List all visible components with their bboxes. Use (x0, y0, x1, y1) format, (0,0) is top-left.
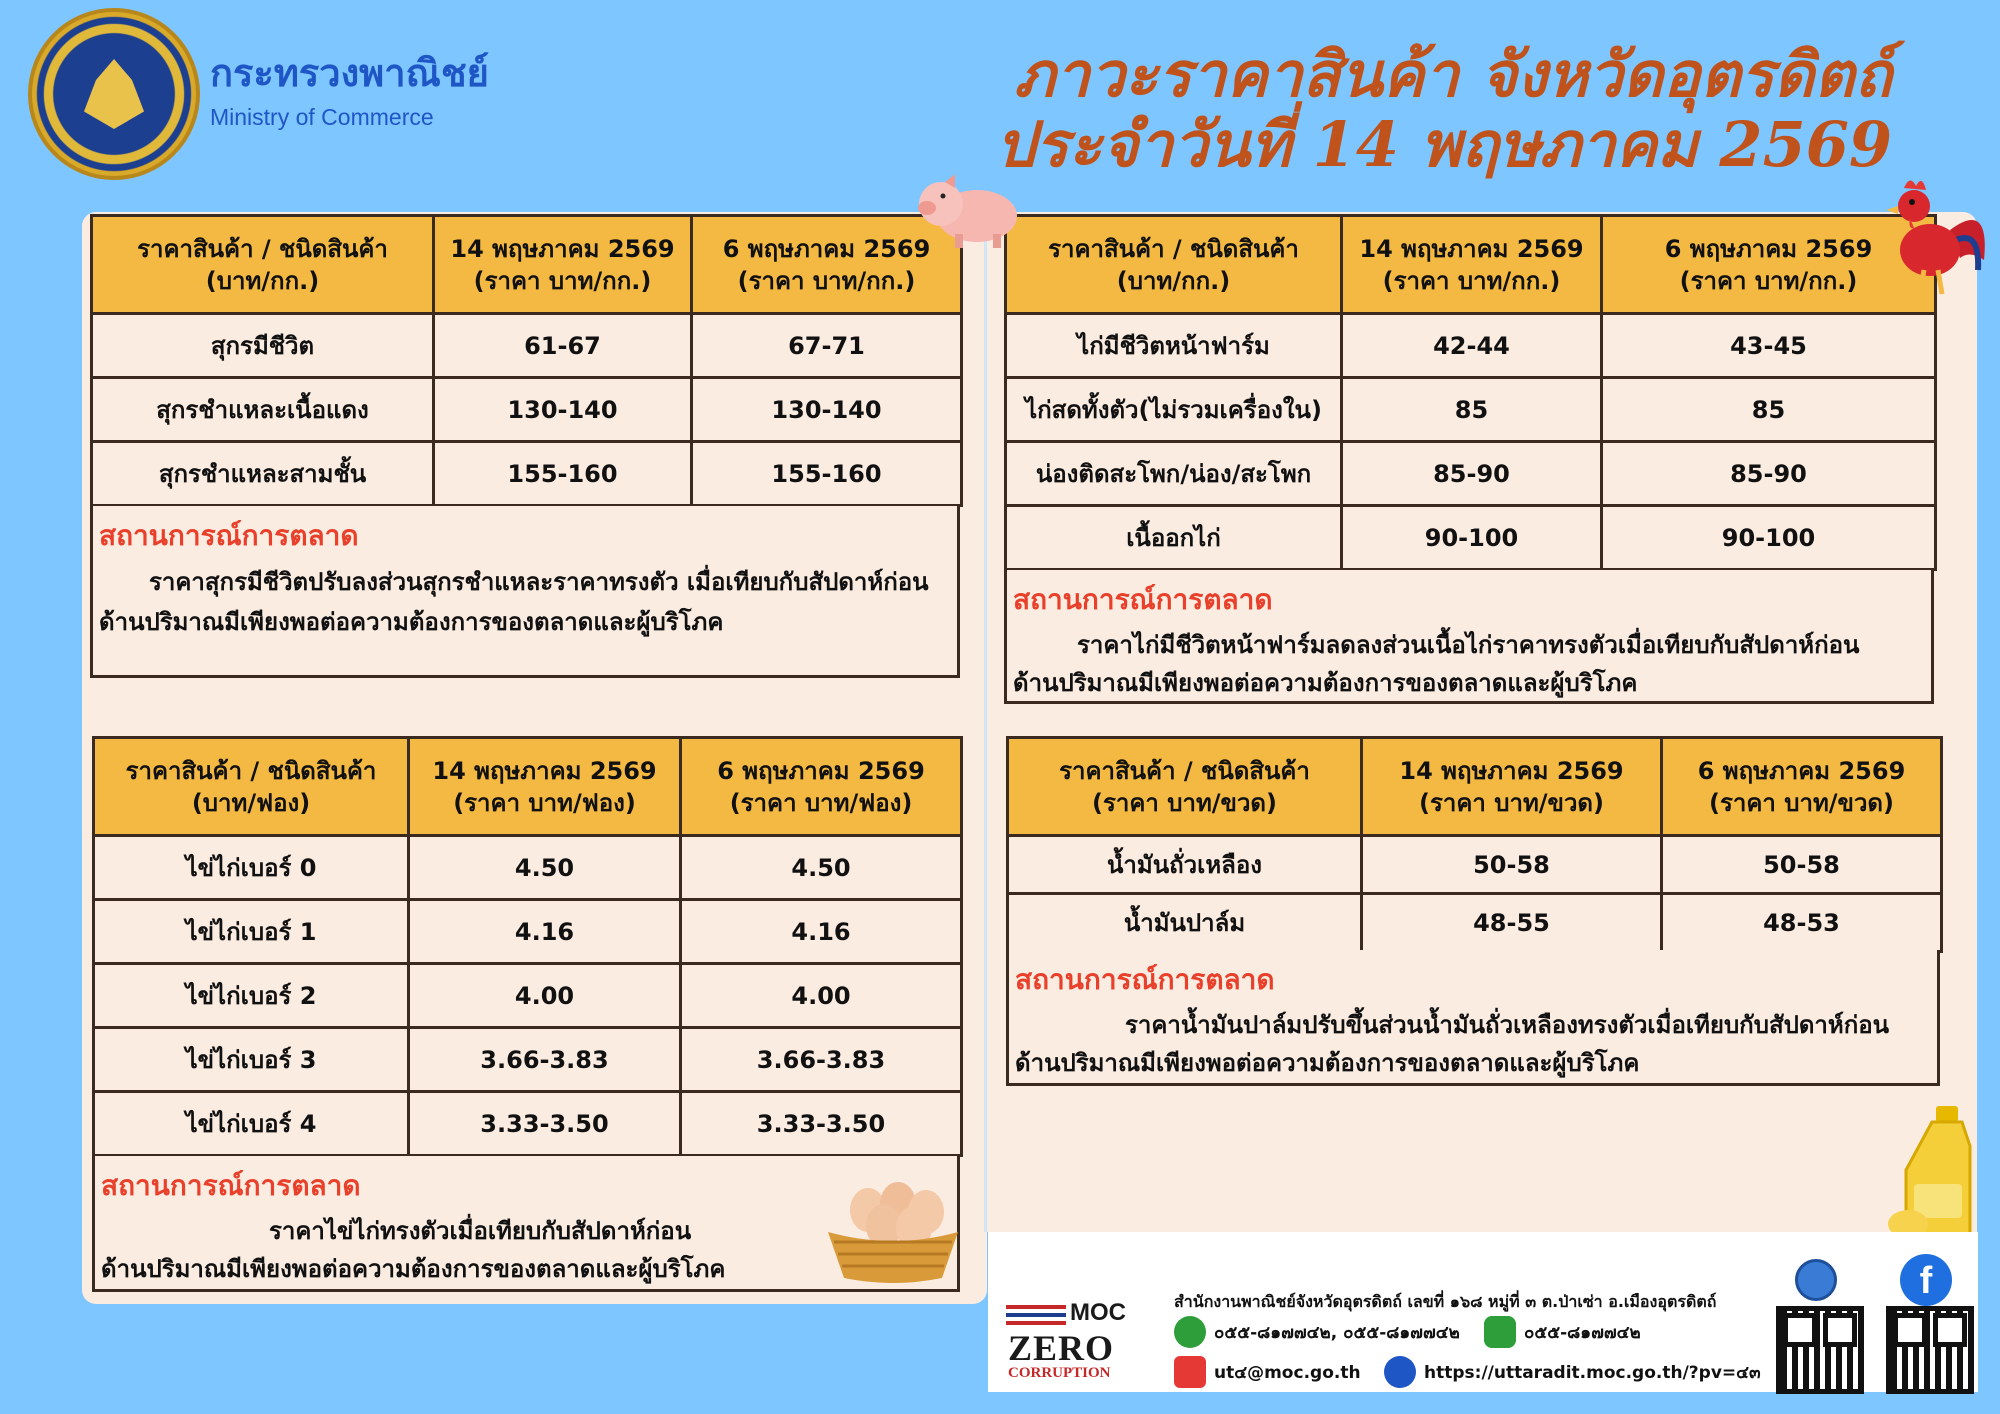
email-address[interactable]: ut๔@moc.go.th (1214, 1362, 1361, 1383)
egg-header-item: ราคาสินค้า / ชนิดสินค้า (บาท/ฟอง) (94, 738, 409, 836)
table-row (94, 900, 962, 964)
price-current: 90-100 (1342, 506, 1602, 570)
website-contact (1384, 1356, 1761, 1388)
situation-text-line-2: ด้านปริมาณมีเพียงพอต่อความต้องการของตลาดและผู้บริโภค (99, 608, 724, 636)
price-previous: 85-90 (1602, 442, 1936, 506)
table-row (94, 964, 962, 1028)
price-previous: 50-58 (1662, 836, 1942, 894)
ministry-seal-logo (28, 8, 200, 180)
table-row (92, 378, 962, 442)
situation-title: สถานการณ์การตลาด (99, 519, 359, 552)
oil-market-situation (1006, 950, 1940, 1086)
email-contact (1174, 1356, 1361, 1388)
fax-icon (1484, 1316, 1516, 1348)
price-current: 4.00 (409, 964, 681, 1028)
egg-price-table (92, 736, 963, 1157)
cooking-oil-price-table (1006, 736, 1943, 953)
moc-zero-corruption-logo (1000, 1293, 1155, 1388)
chicken-market-situation (1004, 570, 1934, 704)
item-name: สุกรชำแหละเนื้อแดง (92, 378, 434, 442)
egg-basket-illustration (818, 1170, 968, 1285)
situation-text-line-2: ด้านปริมาณมีเพียงพอต่อความต้องการของตลาดและผู้บริโภค (1015, 1049, 1640, 1077)
facebook-qr-code (1886, 1306, 1974, 1394)
price-previous: 90-100 (1602, 506, 1936, 570)
facebook-icon[interactable]: f (1900, 1254, 1952, 1306)
item-name: น้ำมันปาล์ม (1008, 894, 1362, 952)
situation-text-line-1: ราคาไก่มีชีวิตหน้าฟาร์มลดลงส่วนเนื้อไก่ราคาทรงตัวเมื่อเทียบกับสัปดาห์ก่อน (1077, 631, 1860, 659)
table-row (94, 1092, 962, 1156)
pork-header-previous: 6 พฤษภาคม 2569 (ราคา บาท/กก.) (692, 216, 962, 314)
item-name: น่องติดสะโพก/น่อง/สะโพก (1006, 442, 1342, 506)
egg-header-current: 14 พฤษภาคม 2569 (ราคา บาท/ฟอง) (409, 738, 681, 836)
price-current: 50-58 (1362, 836, 1662, 894)
table-row (94, 836, 962, 900)
corruption-label: CORRUPTION (1008, 1365, 1111, 1381)
oil-header-previous: 6 พฤษภาคม 2569 (ราคา บาท/ขวด) (1662, 738, 1942, 836)
price-previous: 130-140 (692, 378, 962, 442)
table-row (1006, 378, 1936, 442)
situation-title: สถานการณ์การตลาด (1015, 963, 1275, 996)
moc-label: MOC (1070, 1299, 1126, 1326)
price-current: 4.16 (409, 900, 681, 964)
price-previous: 3.33-3.50 (681, 1092, 962, 1156)
table-row (94, 1028, 962, 1092)
ministry-name-english: Ministry of Commerce (210, 104, 434, 130)
situation-text-line-2: ด้านปริมาณมีเพียงพอต่อความต้องการของตลาดและผู้บริโภค (101, 1255, 726, 1283)
price-current: 42-44 (1342, 314, 1602, 378)
item-name: น้ำมันถั่วเหลือง (1008, 836, 1362, 894)
website-qr-code (1776, 1306, 1864, 1394)
table-row (92, 442, 962, 506)
price-previous: 43-45 (1602, 314, 1936, 378)
ministry-name-thai: กระทรวงพาณิชย์ (210, 53, 489, 95)
price-current: 155-160 (434, 442, 692, 506)
rooster-illustration (1880, 170, 1990, 300)
price-previous: 155-160 (692, 442, 962, 506)
oil-bottle-illustration (1878, 1100, 1988, 1250)
table-row (1006, 442, 1936, 506)
table-row (1008, 836, 1942, 894)
situation-title: สถานการณ์การตลาด (101, 1169, 361, 1202)
chicken-price-table (1004, 214, 1937, 571)
price-current: 3.66-3.83 (409, 1028, 681, 1092)
price-previous: 4.00 (681, 964, 962, 1028)
chicken-header-item: ราคาสินค้า / ชนิดสินค้า (บาท/กก.) (1006, 216, 1342, 314)
item-name: ไข่ไก่เบอร์ 4 (94, 1092, 409, 1156)
item-name: สุกรชำแหละสามชั้น (92, 442, 434, 506)
phone-number: ๐๕๕-๘๑๗๗๔๒, ๐๕๕-๘๑๗๗๔๒ (1214, 1322, 1460, 1343)
panel-divider (984, 212, 987, 1232)
situation-text-line-2: ด้านปริมาณมีเพียงพอต่อความต้องการของตลาดและผู้บริโภค (1013, 669, 1638, 697)
table-row (92, 314, 962, 378)
price-current: 4.50 (409, 836, 681, 900)
price-previous: 4.16 (681, 900, 962, 964)
price-current: 85 (1342, 378, 1602, 442)
price-previous: 67-71 (692, 314, 962, 378)
pork-market-situation (90, 506, 960, 678)
item-name: ไข่ไก่เบอร์ 2 (94, 964, 409, 1028)
price-previous: 48-53 (1662, 894, 1942, 952)
item-name: ไข่ไก่เบอร์ 3 (94, 1028, 409, 1092)
table-row (1008, 894, 1942, 952)
fax-contact (1484, 1316, 1641, 1348)
pig-illustration (915, 172, 1023, 252)
title-line-1: ภาวะราคาสินค้า จังหวัดอุตรดิตถ์ (1014, 38, 1892, 111)
globe-icon (1384, 1356, 1416, 1388)
chicken-header-current: 14 พฤษภาคม 2569 (ราคา บาท/กก.) (1342, 216, 1602, 314)
table-row (1006, 314, 1936, 378)
title-line-2: ประจำวันที่ 14 พฤษภาคม 2569 (995, 108, 1892, 181)
situation-text-line-1: ราคาสุกรมีชีวิตปรับลงส่วนสุกรชำแหละราคาทรงตัว เมื่อเทียบกับสัปดาห์ก่อน (149, 568, 929, 596)
price-previous: 3.66-3.83 (681, 1028, 962, 1092)
pork-header-item: ราคาสินค้า / ชนิดสินค้า (บาท/กก.) (92, 216, 434, 314)
zero-label: ZERO (1008, 1328, 1115, 1368)
oil-header-current: 14 พฤษภาคม 2569 (ราคา บาท/ขวด) (1362, 738, 1662, 836)
price-previous: 85 (1602, 378, 1936, 442)
phone-icon (1174, 1316, 1206, 1348)
situation-text-line-1: ราคาไข่ไก่ทรงตัวเมื่อเทียบกับสัปดาห์ก่อน (269, 1217, 692, 1245)
egg-header-previous: 6 พฤษภาคม 2569 (ราคา บาท/ฟอง) (681, 738, 962, 836)
item-name: สุกรมีชีวิต (92, 314, 434, 378)
price-current: 61-67 (434, 314, 692, 378)
table-row (1006, 506, 1936, 570)
item-name: ไก่สดทั้งตัว(ไม่รวมเครื่องใน) (1006, 378, 1342, 442)
item-name: เนื้ออกไก่ (1006, 506, 1342, 570)
item-name: ไข่ไก่เบอร์ 0 (94, 836, 409, 900)
situation-title: สถานการณ์การตลาด (1013, 583, 1273, 616)
item-name: ไข่ไก่เบอร์ 1 (94, 900, 409, 964)
price-current: 130-140 (434, 378, 692, 442)
price-current: 85-90 (1342, 442, 1602, 506)
item-name: ไก่มีชีวิตหน้าฟาร์ม (1006, 314, 1342, 378)
pork-price-table (90, 214, 963, 507)
oil-header-item: ราคาสินค้า / ชนิดสินค้า (ราคา บาท/ขวด) (1008, 738, 1362, 836)
phone-contact (1174, 1316, 1460, 1348)
price-previous: 4.50 (681, 836, 962, 900)
website-link[interactable]: https://uttaradit.moc.go.th/?pv=๔๓ (1424, 1362, 1761, 1383)
chicken-header-previous: 6 พฤษภาคม 2569 (ราคา บาท/กก.) (1602, 216, 1936, 314)
pork-header-current: 14 พฤษภาคม 2569 (ราคา บาท/กก.) (434, 216, 692, 314)
price-current: 3.33-3.50 (409, 1092, 681, 1156)
page-title (996, 40, 1892, 180)
thai-flag-icon (1006, 1305, 1066, 1325)
office-address: สำนักงานพาณิชย์จังหวัดอุตรดิตถ์ เลขที่ ๑๖๘ หมู่ที่ ๓ ต.ป่าเซ่า อ.เมืองอุตรดิตถ์ (1174, 1292, 1717, 1311)
price-current: 48-55 (1362, 894, 1662, 952)
website-globe-icon[interactable] (1792, 1256, 1840, 1304)
fax-number: ๐๕๕-๘๑๗๗๔๒ (1524, 1322, 1641, 1343)
situation-text-line-1: ราคาน้ำมันปาล์มปรับขึ้นส่วนน้ำมันถั่วเหลืองทรงตัวเมื่อเทียบกับสัปดาห์ก่อน (1125, 1011, 1890, 1039)
email-icon (1174, 1356, 1206, 1388)
